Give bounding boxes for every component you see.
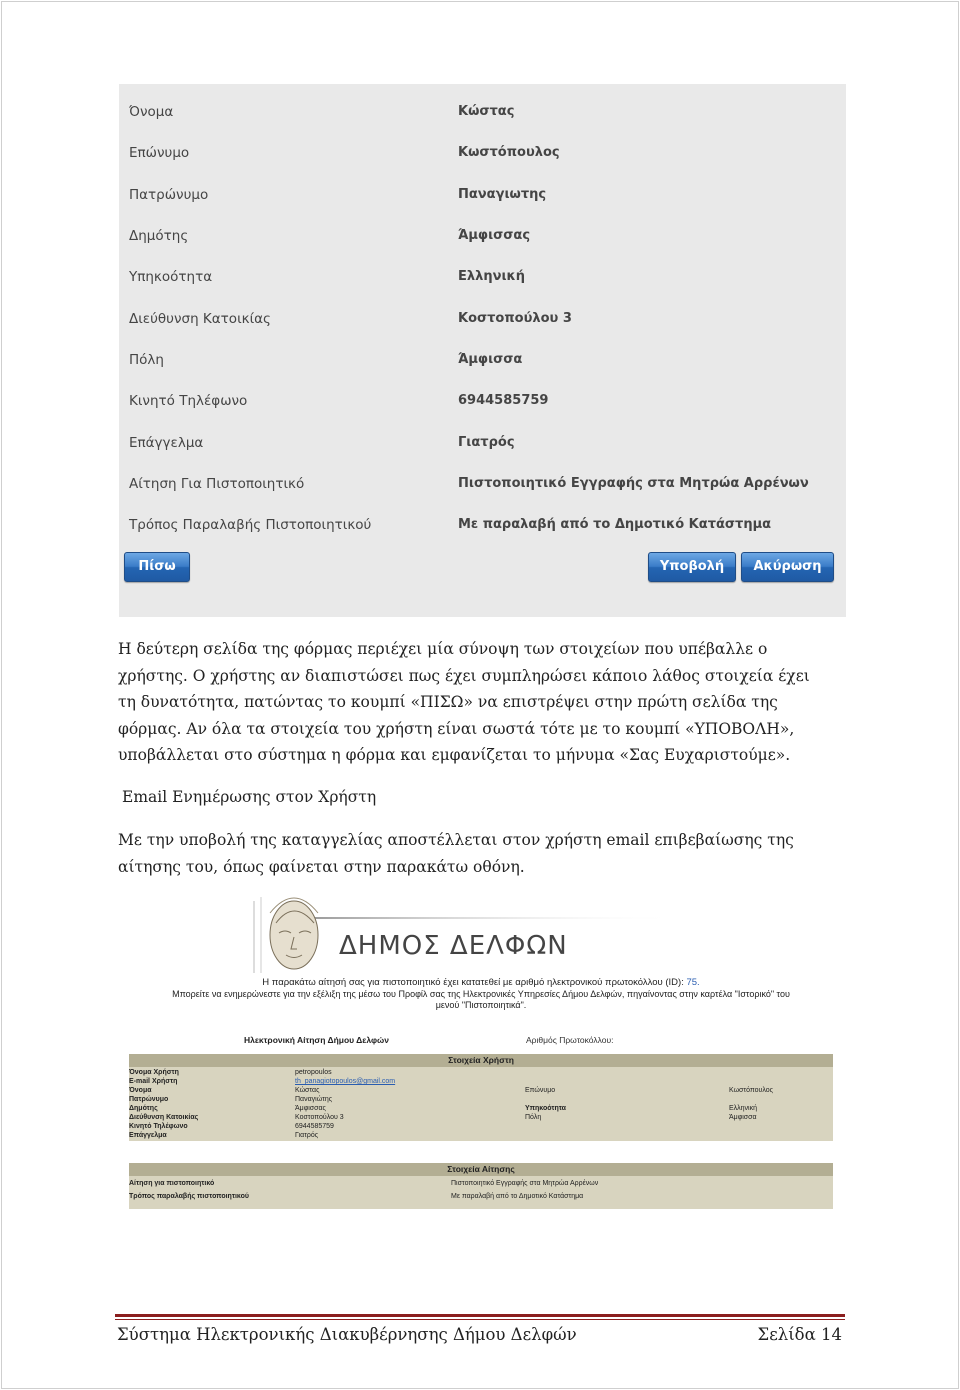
email-screenshot: [129, 893, 833, 1211]
table-cell-value: Κοστοπούλου 3: [295, 1114, 344, 1121]
notice-line-2: Μπορείτε να ενημερώνεστε για την εξέλιξη της μέσω του Προφίλ σας της Ηλεκτρονικές Υπηρεσίες Δήμου Δελφών, πηγαίνοντας στην καρτέλα "Ιστορικό" του: [172, 989, 790, 999]
form-row-last-name: [119, 145, 846, 186]
table-cell-value: 6944585759: [295, 1123, 334, 1130]
form-row-mobile: [119, 393, 846, 434]
text-line: χρήστης. Ο χρήστης αν διαπιστώσει πως έχει συμπληρώσει κάποιο λάθος στοιχεία έχει: [118, 666, 810, 685]
footer-rule-thin: [115, 1319, 845, 1320]
form-label: Όνομα: [129, 104, 174, 120]
text-line: υποβάλλεται στο σύστημα η φόρμα και εμφανίζεται το μήνυμα «Σας Ευχαριστούμε».: [118, 746, 791, 764]
table-cell-label: Πόλη: [525, 1114, 542, 1121]
request-section-title: Στοιχεία Αίτησης: [129, 1163, 833, 1176]
form-value: Κώστας: [458, 104, 515, 119]
notice-text: Η παρακάτω αίτησή σας για πιστοποιητικό έχει κατατεθεί με αριθμό ηλεκτρονικού πρωτοκόλλου (ID):: [262, 977, 684, 988]
form-label: Πόλη: [129, 352, 164, 368]
form-label: Επάγγελμα: [129, 435, 204, 451]
user-data-table: [129, 1054, 833, 1141]
user-section-title: Στοιχεία Χρήστη: [129, 1054, 833, 1067]
form-value: Άμφισσας: [458, 228, 531, 243]
form-value: Κωστόπουλος: [458, 145, 560, 160]
form-label: Πατρώνυμο: [129, 187, 209, 203]
table-cell-label: Υπηκοότητα: [525, 1105, 566, 1112]
table-cell-label: Επώνυμο: [525, 1087, 556, 1094]
form-row-profession: [119, 435, 846, 476]
footer-rule-thick: [115, 1314, 845, 1317]
user-email-link[interactable]: th_panagiotopoulos@gmail.com: [295, 1078, 396, 1085]
text-line: φόρμας. Αν όλα τα στοιχεία του χρήστη είναι σωστά τότε με το κουμπί «ΥΠΟΒΟΛΗ»,: [118, 719, 795, 738]
form-row-first-name: [119, 104, 846, 145]
form-value: Κοστοπούλου 3: [458, 311, 572, 326]
notice-line-3: μενού "Πιστοποιητικά".: [435, 1000, 527, 1010]
email-header: [129, 893, 833, 973]
form-row-delivery: [119, 517, 846, 558]
paragraph-email: [118, 827, 842, 880]
table-cell-label: Πατρώνυμο: [129, 1096, 169, 1103]
protocol-number-label: Αριθμός Πρωτοκόλλου:: [526, 1035, 614, 1045]
form-row-certificate: [119, 476, 846, 517]
form-label: Επώνυμο: [129, 145, 190, 161]
request-data-table: [129, 1163, 833, 1209]
table-cell-label: Δημότης: [129, 1105, 158, 1112]
footer-title: Σύστημα Ηλεκτρονικής Διακυβέρνησης Δήμου Δελφών: [117, 1325, 577, 1344]
table-cell-label: Τρόπος παραλαβής πιστοποιητικού: [129, 1193, 249, 1200]
table-cell-label: E-mail Χρήστη: [129, 1078, 178, 1085]
table-cell-label: Επάγγελμα: [129, 1132, 167, 1139]
form-row-municipality: [119, 228, 846, 269]
text-line: Με την υποβολή της καταγγελίας αποστέλλεται στον χρήστη email επιβεβαίωσης της: [118, 831, 794, 849]
table-cell-value: petropoulos: [295, 1069, 332, 1076]
table-cell-value: Κωστόπουλος: [729, 1087, 774, 1094]
form-label: Αίτηση Για Πιστοποιητικό: [129, 476, 305, 492]
table-cell-value: Ελληνική: [729, 1105, 758, 1112]
text-line: αίτησης του, όπως φαίνεται στην παρακάτω οθόνη.: [118, 857, 525, 876]
form-row-citizenship: [119, 269, 846, 310]
form-label: Διεύθυνση Κατοικίας: [129, 311, 271, 327]
table-cell-value: Παναγιώτης: [295, 1096, 333, 1103]
table-cell-label: Διεύθυνση Κατοικίας: [129, 1114, 199, 1121]
form-label: Υπηκοότητα: [129, 269, 213, 285]
municipality-name: ΔΗΜΟΣ ΔΕΛΦΩΝ: [339, 931, 568, 961]
section-heading: Email Ενημέρωσης στον Χρήστη: [122, 788, 377, 806]
protocol-id: 75.: [686, 977, 700, 988]
table-cell-value: Άμφισσα: [729, 1114, 757, 1121]
form-summary-screenshot: [119, 84, 846, 617]
form-value: Παναγιωτης: [458, 187, 547, 202]
form-value: Με παραλαβή από το Δημοτικό Κατάστημα: [458, 517, 772, 532]
form-value: 6944585759: [458, 393, 549, 408]
form-label: Τρόπος Παραλαβής Πιστοποιητικού: [129, 517, 372, 533]
table-cell-label: Αίτηση για πιστοποιητικό: [129, 1180, 215, 1187]
form-row-fathers-name: [119, 187, 846, 228]
form-value: Ελληνική: [458, 269, 525, 284]
paragraph-summary: [118, 636, 842, 769]
cancel-button[interactable]: Ακύρωση: [741, 552, 834, 582]
table-cell-label: Όνομα Χρήστη: [129, 1069, 179, 1076]
email-subtitle: Ηλεκτρονική Αίτηση Δήμου Δελφών: [244, 1035, 389, 1045]
table-cell-value: Γιατρός: [295, 1132, 319, 1139]
notice-line-1: [129, 977, 833, 988]
text-line: Η δεύτερη σελίδα της φόρμας περιέχει μία σύνοψη των στοιχείων που υπέβαλλε ο: [118, 640, 768, 658]
table-cell-label: Όνομα: [129, 1087, 152, 1094]
form-value: Γιατρός: [458, 435, 515, 450]
form-row-city: [119, 352, 846, 393]
text-line: τη δυνατότητα, πατώντας το κουμπί «ΠΙΣΩ» να επιστρέψει στην πρώτη σελίδα της: [118, 693, 778, 711]
table-cell-value: Με παραλαβή από το Δημοτικό Κατάστημα: [451, 1193, 584, 1200]
form-row-address: [119, 311, 846, 352]
table-cell-value: Πιστοποιητικό Εγγραφής στα Μητρώα Αρρένων: [451, 1180, 599, 1187]
table-cell-value: Κώστας: [295, 1087, 320, 1094]
table-cell-value: Άμφισσας: [295, 1105, 326, 1112]
submit-button[interactable]: Υποβολή: [648, 552, 736, 582]
form-label: Κινητό Τηλέφωνο: [129, 393, 248, 409]
table-cell-label: Κινητό Τηλέφωνο: [129, 1123, 188, 1130]
back-button[interactable]: Πίσω: [124, 552, 190, 582]
form-label: Δημότης: [129, 228, 189, 244]
form-value: Άμφισσα: [458, 352, 523, 367]
form-value: Πιστοποιητικό Εγγραφής στα Μητρώα Αρρένων: [458, 476, 809, 491]
page-number: Σελίδα 14: [757, 1325, 842, 1344]
